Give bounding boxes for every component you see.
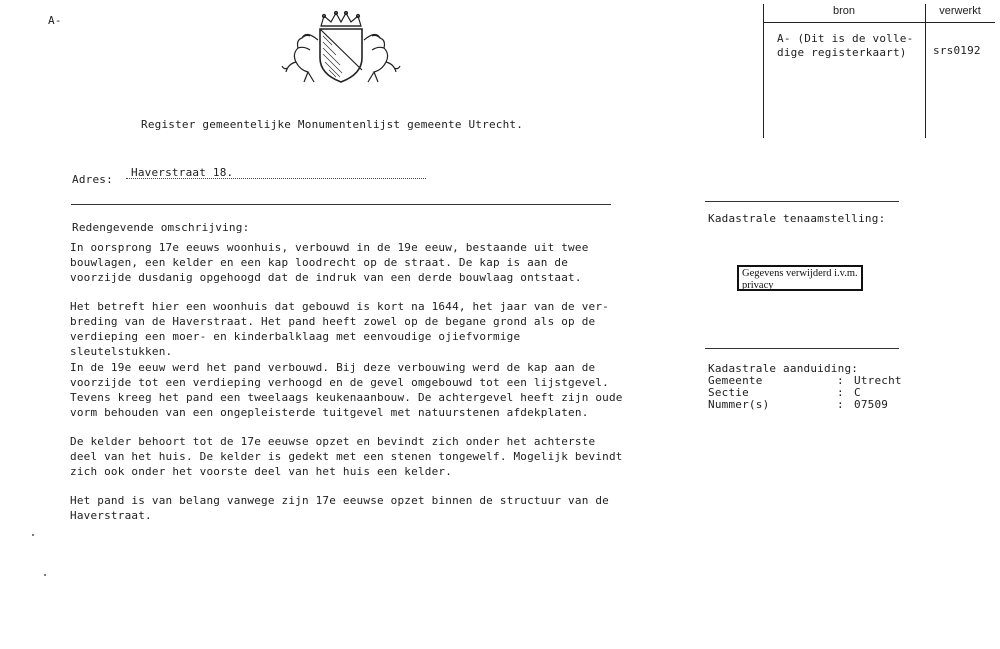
description-paragraph: Het betreft hier een woonhuis dat gebouwd is kort na 1644, het jaar van de ver- breding van de Haverstraat. Het pand heeft zowel op de begane grond als op de verdieping een moer- en kinderbalklaag met eenvoudige ojiefvormige sleutelstukken. xyxy=(70,300,609,358)
column-header-bron: bron xyxy=(832,5,856,17)
divider xyxy=(705,201,899,202)
kadaster-value: Utrecht xyxy=(854,374,902,387)
corner-mark: A- xyxy=(48,14,62,27)
kadaster-row xyxy=(708,398,908,411)
utrecht-coat-of-arms-icon xyxy=(276,10,406,86)
kadaster-separator: : xyxy=(837,398,844,411)
table-border xyxy=(925,4,926,138)
register-title: Register gemeentelijke Monumentenlijst gemeente Utrecht. xyxy=(141,118,524,131)
table-border xyxy=(763,4,764,138)
kadastrale-aanduiding-heading: Kadastrale aanduiding: xyxy=(708,362,859,375)
description-body xyxy=(70,240,650,537)
address-label: Adres: xyxy=(72,173,113,186)
divider xyxy=(705,348,899,349)
privacy-notice: Gegevens verwijderd i.v.m. privacy xyxy=(737,265,863,291)
bron-value: A- (Dit is de volle- dige registerkaart) xyxy=(777,32,914,59)
kadaster-key: Nummer(s) xyxy=(708,398,770,411)
scan-speck xyxy=(44,574,46,576)
address-value: Haverstraat 18. xyxy=(131,166,234,179)
description-paragraph: Het pand is van belang vanwege zijn 17e eeuwse opzet binnen de structuur van de Haverstraat. xyxy=(70,494,609,522)
kadaster-value: C xyxy=(854,386,861,399)
table-border xyxy=(763,22,995,23)
description-paragraph: In de 19e eeuw werd het pand verbouwd. Bij deze verbouwing werd de kap aan de voorzijde tot een verdieping verhoogd en de gevel omgebouwd tot een lijstgevel. Tevens kreeg het pand een tweelaags keukenaanbouw. De achtergevel heeft zijn oude vorm behouden van een ongepleisterde tuitgevel met natuurstenen afdekplaten. xyxy=(70,361,623,419)
scan-speck xyxy=(32,534,34,536)
divider xyxy=(71,204,611,205)
description-paragraph: De kelder behoort tot de 17e eeuwse opzet en bevindt zich onder het achterste deel van het huis. De kelder is gedekt met een stenen tongewelf. Mogelijk bevindt zich ook onder het voorste deel van het huis een kelder. xyxy=(70,435,623,478)
column-header-verwerkt: verwerkt xyxy=(939,5,981,17)
kadaster-value: 07509 xyxy=(854,398,889,411)
description-heading: Redengevende omschrijving: xyxy=(72,221,250,234)
kadaster-key: Gemeente xyxy=(708,374,763,387)
verwerkt-value: srs0192 xyxy=(933,44,981,57)
kadaster-separator: : xyxy=(837,374,844,387)
description-paragraph: In oorsprong 17e eeuws woonhuis, verbouwd in de 19e eeuw, bestaande uit twee bouwlagen, een kelder en een kap loodrecht op de straat. De kap is aan de voorzijde dusdanig opgehoogd dat de indruk van een derde bouwlaag ontstaat. xyxy=(70,241,589,284)
address-dotted-line xyxy=(126,176,426,179)
source-table xyxy=(763,4,995,138)
kadaster-key: Sectie xyxy=(708,386,749,399)
kadastrale-tenaamstelling-heading: Kadastrale tenaamstelling: xyxy=(708,212,886,225)
kadaster-separator: : xyxy=(837,386,844,399)
